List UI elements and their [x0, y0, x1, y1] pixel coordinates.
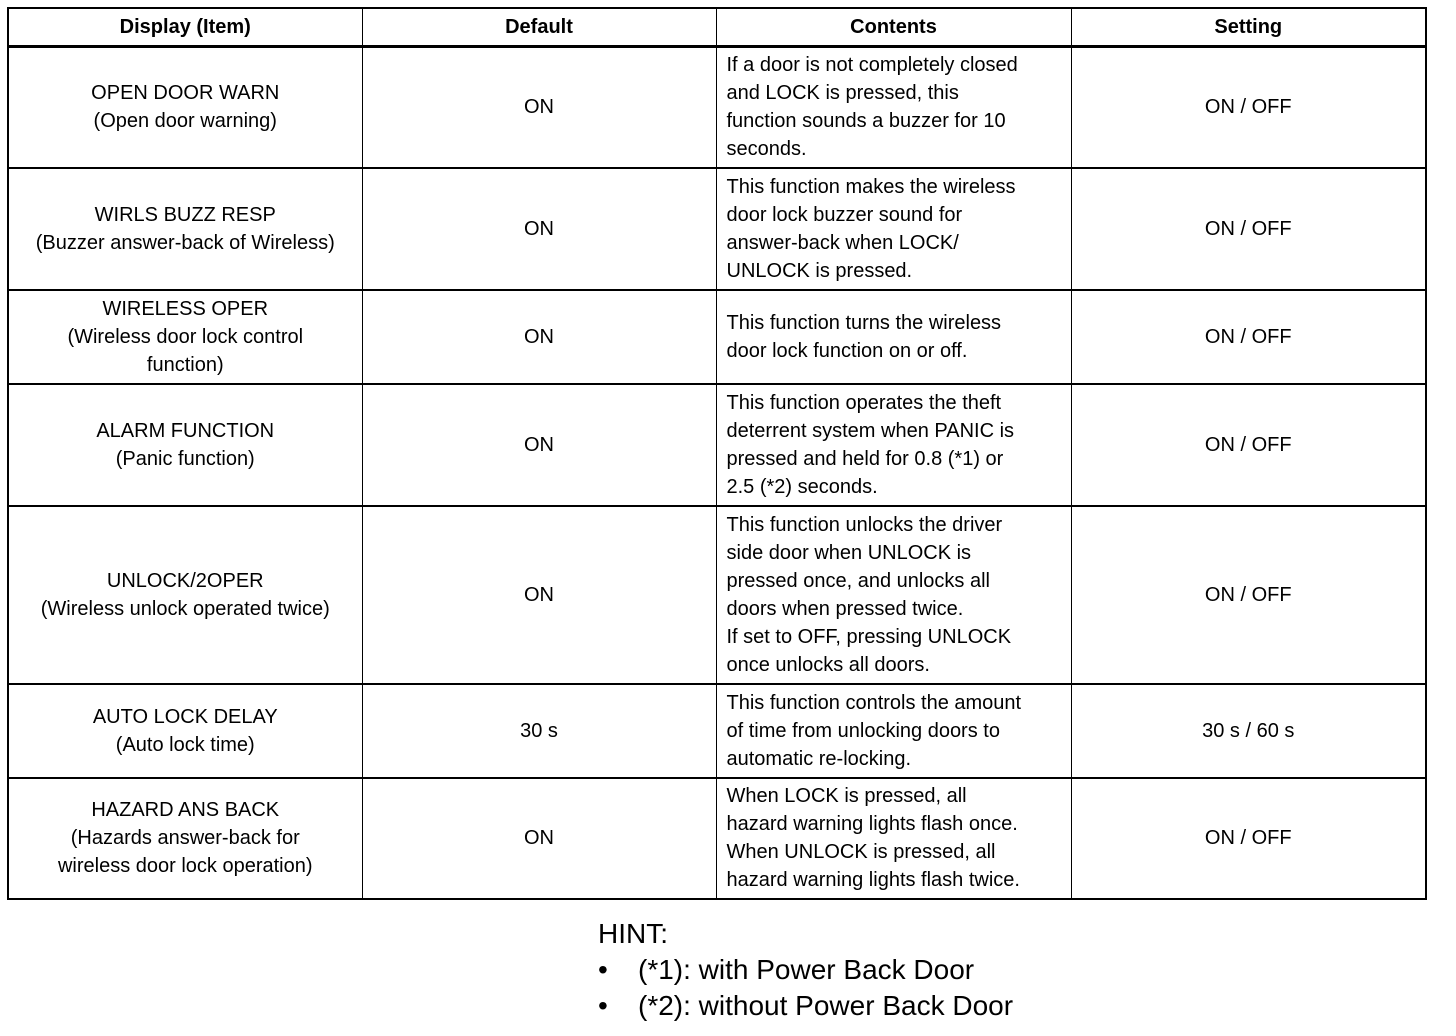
contents-line: seconds.: [726, 138, 807, 161]
item-description: (Panic function): [115, 447, 255, 470]
hint-title: HINT:: [598, 918, 668, 949]
item-name: WIRLS BUZZ RESP: [94, 203, 276, 226]
contents-line: once unlocks all doors.: [726, 653, 930, 676]
settings-table: [7, 7, 1427, 900]
table-row: [8, 384, 1426, 506]
contents-line: When UNLOCK is pressed, all: [726, 841, 996, 863]
setting-cell: ON / OFF: [1071, 384, 1426, 506]
bullet-icon: •: [598, 990, 608, 1021]
default-cell: ON: [362, 168, 716, 290]
contents-line: hazard warning lights flash once.: [726, 813, 1018, 835]
contents-line: This function controls the amount: [726, 691, 1022, 714]
contents-line: hazard warning lights flash twice.: [726, 869, 1020, 891]
setting-cell: ON / OFF: [1071, 290, 1426, 384]
contents-line: If set to OFF, pressing UNLOCK: [726, 625, 1012, 648]
default-cell: ON: [362, 290, 716, 384]
contents-line: answer-back when LOCK/: [726, 231, 959, 254]
display-item-cell: [8, 778, 362, 899]
contents-line: 2.5 (*2) seconds.: [726, 475, 878, 498]
table-row: [8, 506, 1426, 684]
item-name: WIRELESS OPER: [102, 297, 269, 320]
table-row: [8, 778, 1426, 899]
setting-cell: ON / OFF: [1071, 168, 1426, 290]
contents-line: deterrent system when PANIC is: [726, 419, 1015, 442]
contents-cell: [716, 47, 1071, 168]
item-name: OPEN DOOR WARN: [91, 82, 280, 105]
header-setting: Setting: [1071, 8, 1426, 47]
contents-line: UNLOCK is pressed.: [726, 259, 913, 282]
contents-cell: [716, 168, 1071, 290]
item-description: (Auto lock time): [115, 733, 255, 756]
item-name: UNLOCK/2OPER: [106, 569, 264, 592]
setting-cell: 30 s / 60 s: [1071, 684, 1426, 778]
item-name: ALARM FUNCTION: [96, 419, 275, 442]
hint-item: [598, 952, 1013, 988]
contents-line: This function operates the theft: [726, 391, 1002, 414]
display-item-cell: [8, 290, 362, 384]
default-cell: 30 s: [362, 684, 716, 778]
contents-line: This function unlocks the driver: [726, 513, 1003, 536]
contents-cell: [716, 506, 1071, 684]
default-cell: ON: [362, 47, 716, 168]
default-cell: ON: [362, 778, 716, 899]
contents-line: function sounds a buzzer for 10: [726, 110, 1006, 133]
contents-cell: [716, 684, 1071, 778]
hint-section: [598, 916, 1013, 1024]
item-name: AUTO LOCK DELAY: [92, 705, 278, 728]
table-row: [8, 47, 1426, 168]
header-row: [8, 8, 1426, 47]
hint-item: [598, 988, 1013, 1024]
contents-cell: [716, 778, 1071, 899]
display-item-cell: [8, 506, 362, 684]
setting-cell: ON / OFF: [1071, 778, 1426, 899]
contents-line: doors when pressed twice.: [726, 597, 964, 620]
contents-cell: [716, 384, 1071, 506]
table-row: [8, 168, 1426, 290]
contents-line: If a door is not completely closed: [726, 54, 1018, 77]
contents-cell: [716, 290, 1071, 384]
item-description: (Open door warning): [93, 110, 277, 133]
contents-line: and LOCK is pressed, this: [726, 82, 959, 105]
setting-cell: ON / OFF: [1071, 47, 1426, 168]
contents-line: of time from unlocking doors to: [726, 719, 1000, 742]
contents-line: This function makes the wireless: [726, 175, 1016, 198]
contents-line: When LOCK is pressed, all: [726, 785, 967, 807]
header-default: Default: [362, 8, 716, 47]
contents-line: This function turns the wireless: [726, 311, 1002, 334]
item-description: (Wireless door lock control function): [67, 325, 304, 376]
contents-line: side door when UNLOCK is: [726, 541, 972, 564]
contents-line: pressed and held for 0.8 (*1) or: [726, 447, 1004, 470]
display-item-cell: [8, 384, 362, 506]
contents-line: door lock function on or off.: [726, 339, 968, 362]
item-name: HAZARD ANS BACK: [91, 799, 280, 821]
setting-cell: ON / OFF: [1071, 506, 1426, 684]
table-row: [8, 290, 1426, 384]
display-item-cell: [8, 684, 362, 778]
contents-line: automatic re-locking.: [726, 747, 912, 770]
item-description: (Wireless unlock operated twice): [40, 597, 330, 620]
header-contents: Contents: [716, 8, 1071, 47]
default-cell: ON: [362, 506, 716, 684]
item-description: (Buzzer answer-back of Wireless): [35, 231, 335, 254]
contents-line: door lock buzzer sound for: [726, 203, 963, 226]
default-cell: ON: [362, 384, 716, 506]
bullet-icon: •: [598, 954, 608, 985]
hint-text: (*1): with Power Back Door: [638, 954, 975, 985]
display-item-cell: [8, 168, 362, 290]
contents-line: pressed once, and unlocks all: [726, 569, 990, 592]
table-row: [8, 684, 1426, 778]
header-display-item: Display (Item): [8, 8, 362, 47]
display-item-cell: [8, 47, 362, 168]
hint-text: (*2): without Power Back Door: [638, 990, 1014, 1021]
item-description: (Hazards answer-back for wireless door lock operation): [57, 827, 313, 877]
